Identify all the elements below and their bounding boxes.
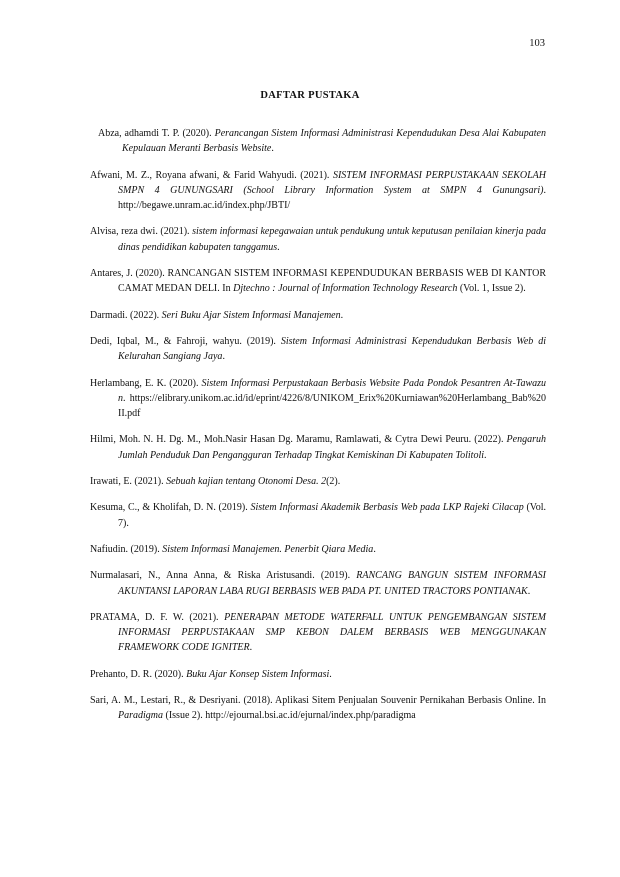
reference-entry: Nurmalasari, N., Anna Anna, & Riska Aristusandi. (2019). RANCANG BANGUN SISTEM INFORMASI AKUNTANSI LAPORAN LABA RUGI BERBASIS WEB PADA PT. UNITED TRACTORS PONTIANAK.: [90, 570, 547, 597]
reference-entry: Hilmi, Moh. N. H. Dg. M., Moh.Nasir Hasan Dg. Maramu, Ramlawati, & Cytra Dewi Peuru. (2022). Pengaruh Jumlah Penduduk Dan Pengangguran Terhadap Tingkat Kemiskinan Di Kabupaten Tolitoli.: [90, 434, 546, 461]
reference-entry: Kesuma, C., & Kholifah, D. N. (2019). Sistem Informasi Akademik Berbasis Web pada LKP Rajeki Cilacap (Vol. 7).: [90, 502, 546, 529]
reference-entry: Dedi, Iqbal, M., & Fahroji, wahyu. (2019). Sistem Informasi Administrasi Kependudukan Berbasis Web di Kelurahan Sangiang Jaya.: [90, 335, 546, 363]
reference-entry: Abza, adhamdi T. P. (2020). Perancangan Sistem Informasi Administrasi Kependudukan Desa Alai Kabupaten Kepulauan Meranti Berbasis Website.: [98, 128, 546, 155]
page-number: 103: [529, 38, 545, 49]
reference-entry: Herlambang, E. K. (2020). Sistem Informasi Perpustakaan Berbasis Website Pada Pondok Pesantren At-Tawazun. https://elibrary.unikom.ac.id/id/eprint/4226/8/UNIKOM_Erix%20Kurniawan%20Herlambang_Bab%20II.pdf: [90, 377, 547, 420]
reference-entry: Alvisa, reza dwi. (2021). sistem informasi kepegawaian untuk pendukung untuk keputusan penilaian kinerja pada dinas pendidikan kabupaten tanggamus.: [90, 226, 546, 253]
reference-entry: Afwani, M. Z., Royana afwani, & Farid Wahyudi. (2021). SISTEM INFORMASI PERPUSTAKAAN SEKOLAH SMPN 4 GUNUNGSARI (School Library Information System at SMPN 4 Gunungsari). http://begawe.unram.ac.id/index.php/JBTI/: [90, 169, 546, 212]
page-title: DAFTAR PUSTAKA: [260, 90, 360, 101]
reference-entry: Darmadi. (2022). Seri Buku Ajar Sistem Informasi Manajemen.: [90, 309, 344, 321]
reference-entry: PRATAMA, D. F. W. (2021). PENERAPAN METODE WATERFALL UNTUK PENGEMBANGAN SISTEM INFORMASI PERPUSTAKAAN SMP KEBON DALEM BERBASIS WEB MENGGUNAKAN FRAMEWORK CODE IGNITER.: [90, 611, 546, 654]
reference-entry: Irawati, E. (2021). Sebuah kajian tentang Otonomi Desa. 2(2).: [90, 476, 341, 488]
reference-list: [90, 126, 546, 735]
reference-entry: Antares, J. (2020). RANCANGAN SISTEM INFORMASI KEPENDUDUKAN BERBASIS WEB DI KANTOR CAMAT MEDAN DELI. In Djtechno : Journal of Information Technology Research (Vol. 1, Issue 2).: [90, 268, 546, 295]
reference-entry: Nafiudin. (2019). Sistem Informasi Manajemen. Penerbit Qiara Media.: [90, 543, 376, 555]
reference-entry: Prehanto, D. R. (2020). Buku Ajar Konsep Sistem Informasi.: [90, 668, 332, 680]
reference-entry: Sari, A. M., Lestari, R., & Desriyani. (2018). Aplikasi Sitem Penjualan Souvenir Pernikahan Berbasis Online. In Paradigma (Issue 2). http://ejournal.bsi.ac.id/ejurnal/index.php/paradigma: [90, 695, 546, 722]
